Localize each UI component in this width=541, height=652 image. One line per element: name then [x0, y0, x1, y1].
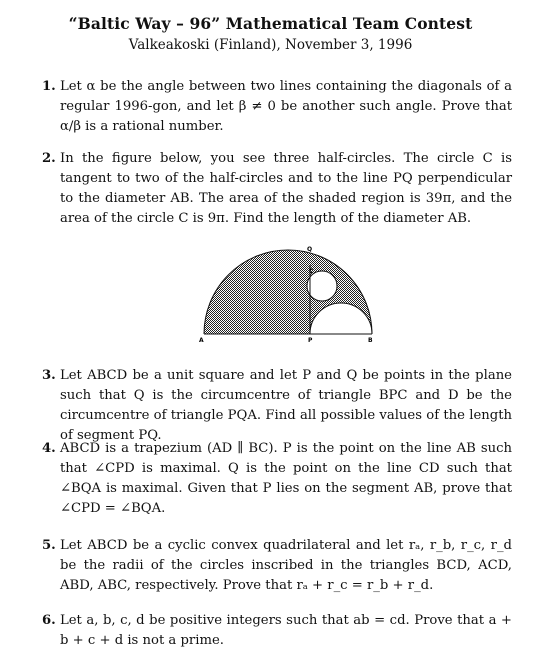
problem-text: Let a, b, c, d be positive integers such that ab = cd. Prove that a + b + c + d is not a prime.: [60, 613, 512, 648]
problem-5: [42, 536, 512, 596]
problem-text: Let ABCD be a unit square and let P and Q be points in the plane such that Q is the circumcentre of triangle BPC and D be the circumcentre of triangle PQA. Find all possible values of the length of segment PQ.: [60, 368, 512, 443]
half-circles-figure: [194, 242, 378, 346]
document-subtitle: Valkeakoski (Finland), November 3, 1996: [128, 37, 413, 53]
problem-number: 4.: [42, 441, 56, 456]
problem-text: Let α be the angle between two lines containing the diagonals of a regular 1996-gon, and let β ≠ 0 be another such angle. Prove that α/β is a rational number.: [60, 79, 512, 134]
label-b: B: [368, 337, 373, 344]
problem-6: [42, 611, 512, 651]
circle-c: [307, 271, 337, 301]
problem-1: [42, 77, 512, 137]
problem-text: ABCD is a trapezium (AD ∥ BC). P is the point on the line AB such that ∠CPD is maximal. Q is the point on the line CD such that ∠BQA is maximal. Given that P lies on the segment AB, prove that ∠CPD = ∠BQA.: [60, 441, 512, 516]
problem-4: [42, 439, 512, 519]
problem-text: Let ABCD be a cyclic convex quadrilateral and let rₐ, r_b, r_c, r_d be the radii of the circles inscribed in the triangles BCD, ACD, ABD, ABC, respectively. Prove that rₐ + r_c = r_b + r_d.: [60, 538, 512, 593]
document-title: “Baltic Way – 96” Mathematical Team Contest: [68, 14, 473, 33]
problem-number: 6.: [42, 613, 56, 628]
label-a: A: [199, 337, 204, 344]
problem-number: 1.: [42, 79, 56, 94]
problem-number: 3.: [42, 368, 56, 383]
problem-number: 2.: [42, 151, 56, 166]
label-c: C: [309, 268, 314, 275]
label-p: P: [308, 337, 313, 344]
problem-2: [42, 149, 512, 229]
problem-number: 5.: [42, 538, 56, 553]
problem-text: In the figure below, you see three half-circles. The circle C is tangent to two of the half-circles and to the line PQ perpendicular to the diameter AB. The area of the shaded region is 39π, and the area of the circle C is 9π. Find the length of the diameter AB.: [60, 151, 512, 226]
label-q: Q: [307, 246, 313, 253]
problem-3: [42, 366, 512, 446]
shaded-region: [204, 250, 372, 334]
